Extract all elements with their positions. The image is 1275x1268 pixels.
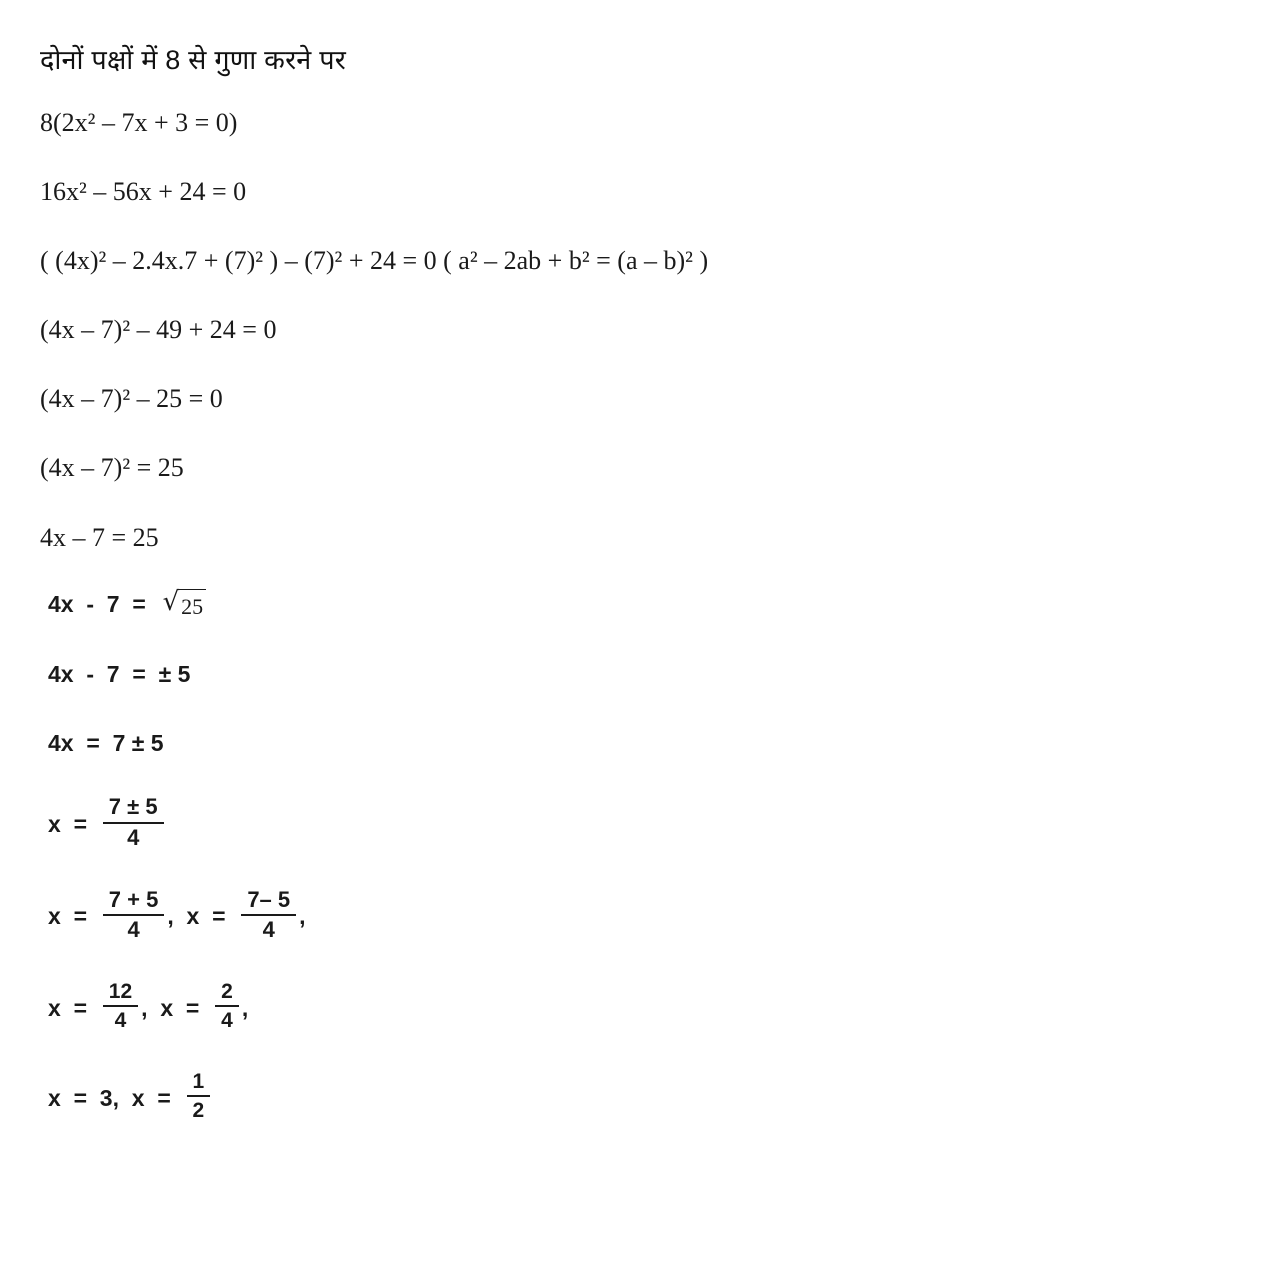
plus-minus-line-text: 4x - 7 = ± 5 bbox=[48, 661, 191, 688]
equation-step-7 bbox=[40, 520, 870, 555]
split-line-separator-1: , bbox=[167, 903, 187, 930]
equation-divide-line bbox=[48, 794, 878, 851]
page-title: दोनों पक्षों में 8 से गुणा करने पर bbox=[40, 45, 346, 75]
equation-step-2 bbox=[40, 174, 870, 209]
values-line-separator-1: , bbox=[141, 994, 161, 1021]
fraction-seven-minus-five-over-four bbox=[241, 888, 296, 942]
equation-step-3-text: ( (4x)² – 2.4x.7 + (7)² ) – (7)² + 24 = 0 ( a² – 2ab + b² = (a – b)² ) bbox=[40, 246, 709, 276]
equation-plus-minus-line bbox=[48, 659, 878, 690]
fraction-denominator: 2 bbox=[192, 1099, 205, 1123]
fraction-numerator: 7– 5 bbox=[247, 886, 291, 912]
square-root-icon bbox=[162, 586, 207, 622]
fraction-denominator: 4 bbox=[114, 1009, 127, 1033]
equation-step-5-text: (4x – 7)² – 25 = 0 bbox=[40, 384, 223, 414]
fraction-denominator: 4 bbox=[221, 1009, 233, 1033]
fraction-numerator: 2 bbox=[221, 980, 233, 1004]
equation-step-7-text: 4x – 7 = 25 bbox=[40, 522, 159, 552]
equation-step-6-text: (4x – 7)² = 25 bbox=[40, 453, 184, 483]
equation-step-1-text: 8(2x² – 7x + 3 = 0) bbox=[40, 108, 238, 137]
equation-final-line bbox=[48, 1072, 878, 1124]
equation-step-4 bbox=[40, 312, 870, 347]
radical-line-lead: 4x - 7 = bbox=[48, 591, 159, 618]
fraction-numerator: 1 bbox=[192, 1070, 205, 1094]
equation-step-5 bbox=[40, 381, 870, 416]
split-line-lead-1: x = bbox=[48, 903, 100, 930]
equation-step-2-text: 16x² – 56x + 24 = 0 bbox=[40, 177, 247, 207]
fraction-numerator: 7 + 5 bbox=[108, 886, 159, 912]
fraction-denominator: 4 bbox=[127, 824, 140, 850]
equation-isolate-line bbox=[48, 728, 878, 759]
divide-line-lead: x = bbox=[48, 811, 100, 838]
isolate-line-text: 4x = 7 ± 5 bbox=[48, 730, 164, 757]
fraction-two-over-four bbox=[215, 980, 239, 1032]
equation-step-1 bbox=[40, 105, 870, 140]
fraction-seven-plus-five-over-four bbox=[103, 888, 165, 942]
fraction-numerator: 7 ± 5 bbox=[108, 794, 158, 820]
equation-values-line bbox=[48, 982, 878, 1034]
fraction-one-over-two bbox=[187, 1070, 211, 1122]
equation-radical-line bbox=[48, 586, 878, 622]
fraction-seven-plus-minus-five-over-four bbox=[103, 795, 164, 849]
equation-step-6 bbox=[40, 450, 870, 485]
split-line-lead-2: x = bbox=[186, 903, 239, 930]
equation-split-line bbox=[48, 886, 878, 944]
split-line-separator-2: , bbox=[299, 903, 306, 930]
values-line-separator-2: , bbox=[241, 994, 249, 1021]
radicand-value: 25 bbox=[179, 589, 206, 622]
values-line-lead-1: x = bbox=[48, 994, 100, 1021]
equation-step-3 bbox=[40, 243, 870, 278]
fraction-denominator: 4 bbox=[262, 917, 275, 942]
final-line-lead-1: x = 3, bbox=[48, 1084, 132, 1111]
equation-step-4-text: (4x – 7)² – 49 + 24 = 0 bbox=[40, 315, 277, 345]
fraction-denominator: 4 bbox=[127, 917, 140, 942]
fraction-numerator: 12 bbox=[108, 980, 133, 1004]
radical-sign: √ bbox=[162, 586, 180, 617]
final-line-lead-2: x = bbox=[131, 1084, 184, 1111]
fraction-twelve-over-four bbox=[103, 980, 138, 1032]
values-line-lead-2: x = bbox=[160, 994, 213, 1021]
